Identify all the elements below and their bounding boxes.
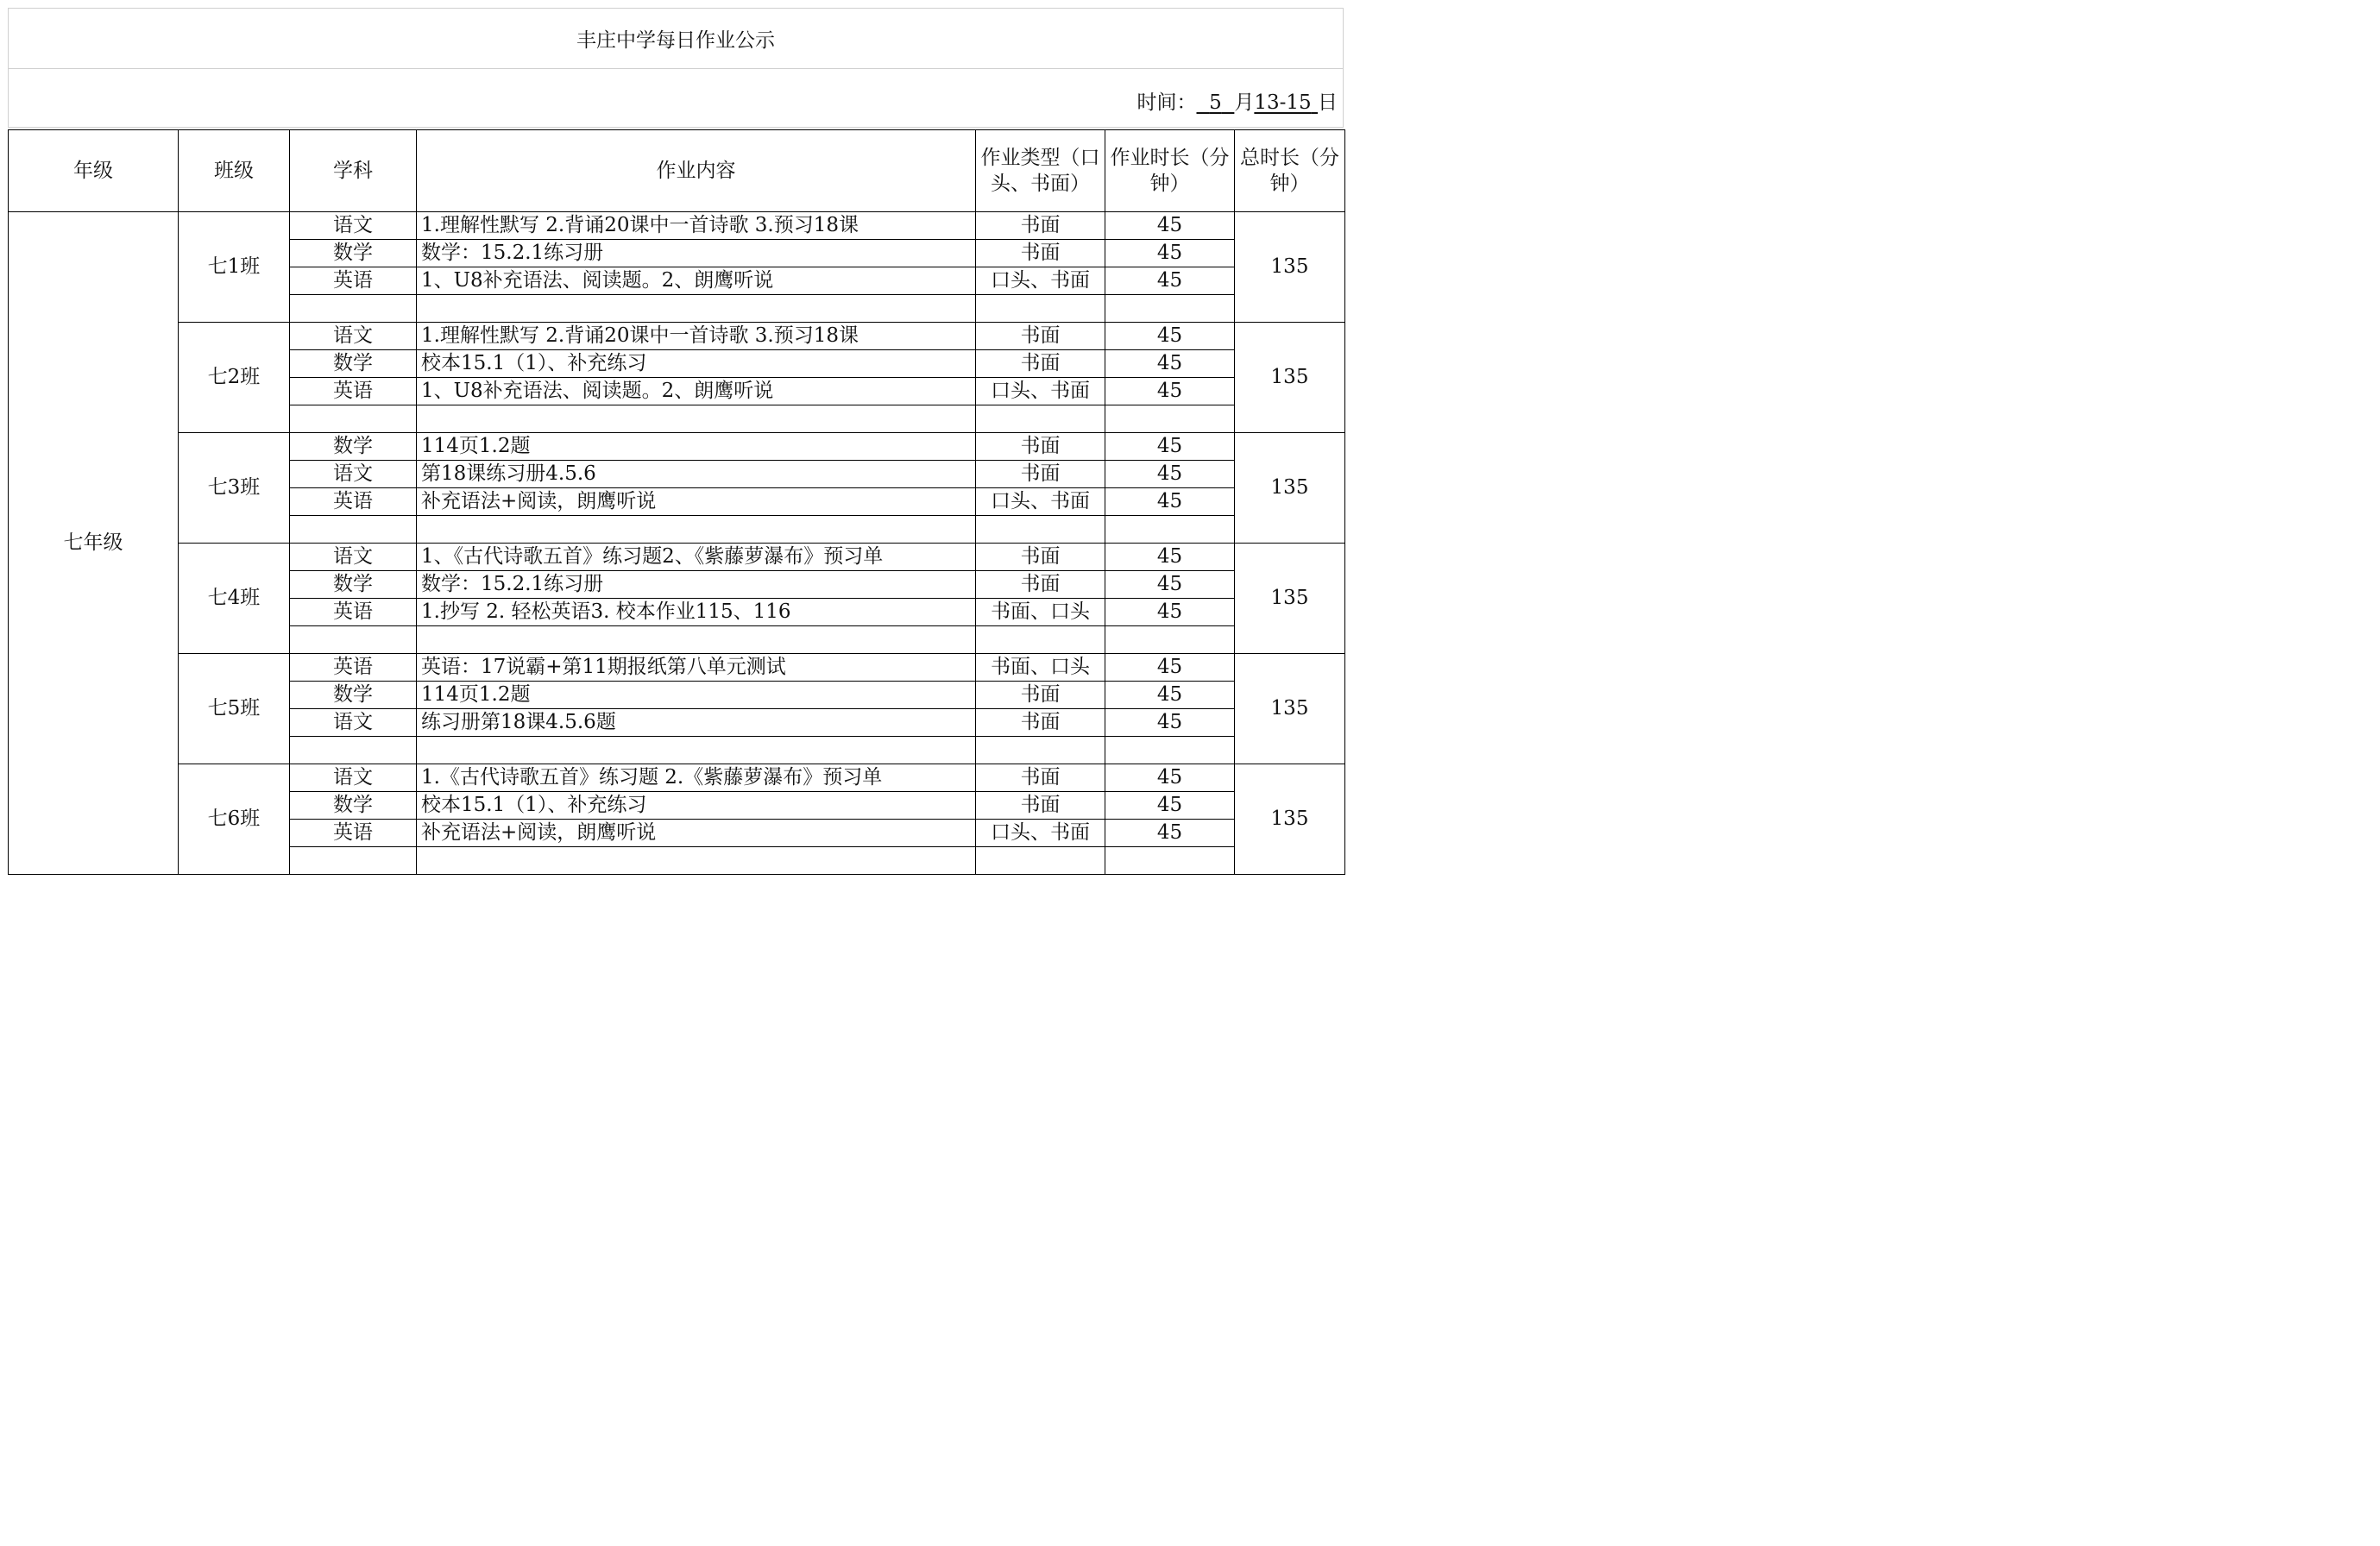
total-cell: 135 xyxy=(1235,654,1345,764)
duration-cell: 45 xyxy=(1105,461,1235,488)
date-day-unit: 日 xyxy=(1318,91,1338,114)
empty-cell xyxy=(290,626,417,654)
type-cell: 书面 xyxy=(976,240,1105,267)
content-cell: 1、U8补充语法、阅读题。2、朗鹰听说 xyxy=(417,378,976,405)
type-cell: 书面 xyxy=(976,792,1105,820)
empty-cell xyxy=(976,295,1105,323)
type-cell: 书面 xyxy=(976,709,1105,737)
type-cell: 书面、口头 xyxy=(976,599,1105,626)
table-row xyxy=(9,764,1345,792)
sheet-header xyxy=(8,8,1344,128)
content-cell: 1.抄写 2. 轻松英语3. 校本作业115、116 xyxy=(417,599,976,626)
subject-cell: 数学 xyxy=(290,433,417,461)
type-cell: 口头、书面 xyxy=(976,820,1105,847)
empty-cell xyxy=(976,737,1105,764)
subject-cell: 语文 xyxy=(290,764,417,792)
subject-cell: 语文 xyxy=(290,212,417,240)
subject-cell: 语文 xyxy=(290,709,417,737)
empty-cell xyxy=(976,626,1105,654)
content-cell: 数学：15.2.1练习册 xyxy=(417,571,976,599)
duration-cell: 45 xyxy=(1105,488,1235,516)
empty-cell xyxy=(417,847,976,875)
empty-cell xyxy=(417,405,976,433)
type-cell: 书面 xyxy=(976,323,1105,350)
content-cell: 补充语法+阅读，朗鹰听说 xyxy=(417,488,976,516)
empty-cell xyxy=(290,516,417,544)
header-total: 总时长（分钟） xyxy=(1235,130,1345,212)
table-row xyxy=(9,323,1345,350)
duration-cell: 45 xyxy=(1105,378,1235,405)
homework-table xyxy=(8,129,1345,875)
duration-cell: 45 xyxy=(1105,709,1235,737)
date-day-value: 13-15 xyxy=(1254,91,1312,114)
empty-cell xyxy=(1105,847,1235,875)
content-cell: 1、《古代诗歌五首》练习题2、《紫藤萝瀑布》预习单 xyxy=(417,544,976,571)
class-cell: 七2班 xyxy=(179,323,290,433)
duration-cell: 45 xyxy=(1105,820,1235,847)
content-cell: 英语：17说霸+第11期报纸第八单元测试 xyxy=(417,654,976,682)
empty-cell xyxy=(417,516,976,544)
header-class: 班级 xyxy=(179,130,290,212)
content-cell: 校本15.1（1）、补充练习 xyxy=(417,350,976,378)
duration-cell: 45 xyxy=(1105,792,1235,820)
total-cell: 135 xyxy=(1235,764,1345,875)
header-duration: 作业时长（分钟） xyxy=(1105,130,1235,212)
content-cell: 校本15.1（1）、补充练习 xyxy=(417,792,976,820)
subject-cell: 语文 xyxy=(290,323,417,350)
subject-cell: 数学 xyxy=(290,240,417,267)
empty-cell xyxy=(417,626,976,654)
page-title: 丰庄中学每日作业公示 xyxy=(9,9,1343,69)
table-row xyxy=(9,544,1345,571)
content-cell: 114页1.2题 xyxy=(417,682,976,709)
duration-cell: 45 xyxy=(1105,599,1235,626)
duration-cell: 45 xyxy=(1105,654,1235,682)
subject-cell: 英语 xyxy=(290,488,417,516)
duration-cell: 45 xyxy=(1105,682,1235,709)
empty-cell xyxy=(290,405,417,433)
content-cell: 1.《古代诗歌五首》练习题 2.《紫藤萝瀑布》预习单 xyxy=(417,764,976,792)
type-cell: 口头、书面 xyxy=(976,488,1105,516)
duration-cell: 45 xyxy=(1105,240,1235,267)
empty-cell xyxy=(290,295,417,323)
class-cell: 七1班 xyxy=(179,212,290,323)
class-cell: 七4班 xyxy=(179,544,290,654)
subject-cell: 英语 xyxy=(290,654,417,682)
type-cell: 书面 xyxy=(976,764,1105,792)
duration-cell: 45 xyxy=(1105,433,1235,461)
subject-cell: 数学 xyxy=(290,792,417,820)
empty-cell xyxy=(290,847,417,875)
type-cell: 书面 xyxy=(976,682,1105,709)
duration-cell: 45 xyxy=(1105,323,1235,350)
content-cell: 练习册第18课4.5.6题 xyxy=(417,709,976,737)
type-cell: 口头、书面 xyxy=(976,378,1105,405)
header-grade: 年级 xyxy=(9,130,179,212)
empty-cell xyxy=(1105,405,1235,433)
type-cell: 书面 xyxy=(976,571,1105,599)
type-cell: 书面 xyxy=(976,544,1105,571)
empty-cell xyxy=(976,405,1105,433)
class-cell: 七3班 xyxy=(179,433,290,544)
date-prefix: 时间： xyxy=(1136,91,1197,114)
empty-cell xyxy=(976,516,1105,544)
duration-cell: 45 xyxy=(1105,571,1235,599)
type-cell: 书面 xyxy=(976,461,1105,488)
table-row xyxy=(9,654,1345,682)
empty-cell xyxy=(1105,295,1235,323)
header-subject: 学科 xyxy=(290,130,417,212)
total-cell: 135 xyxy=(1235,323,1345,433)
table-row xyxy=(9,433,1345,461)
header-row xyxy=(9,130,1345,212)
duration-cell: 45 xyxy=(1105,212,1235,240)
duration-cell: 45 xyxy=(1105,544,1235,571)
duration-cell: 45 xyxy=(1105,764,1235,792)
empty-cell xyxy=(976,847,1105,875)
type-cell: 书面 xyxy=(976,212,1105,240)
empty-cell xyxy=(417,295,976,323)
empty-cell xyxy=(1105,737,1235,764)
subject-cell: 英语 xyxy=(290,378,417,405)
empty-cell xyxy=(1105,516,1235,544)
content-cell: 第18课练习册4.5.6 xyxy=(417,461,976,488)
subject-cell: 数学 xyxy=(290,350,417,378)
content-cell: 1、U8补充语法、阅读题。2、朗鹰听说 xyxy=(417,267,976,295)
content-cell: 1.理解性默写 2.背诵20课中一首诗歌 3.预习18课 xyxy=(417,323,976,350)
subject-cell: 英语 xyxy=(290,599,417,626)
class-cell: 七5班 xyxy=(179,654,290,764)
subject-cell: 语文 xyxy=(290,461,417,488)
date-month-value: 5 xyxy=(1209,91,1222,114)
total-cell: 135 xyxy=(1235,544,1345,654)
grade-cell: 七年级 xyxy=(9,212,179,875)
type-cell: 口头、书面 xyxy=(976,267,1105,295)
empty-cell xyxy=(290,737,417,764)
header-type: 作业类型（口头、书面） xyxy=(976,130,1105,212)
date-line xyxy=(1136,86,1338,115)
empty-cell xyxy=(417,737,976,764)
content-cell: 数学：15.2.1练习册 xyxy=(417,240,976,267)
subject-cell: 语文 xyxy=(290,544,417,571)
subject-cell: 数学 xyxy=(290,571,417,599)
content-cell: 补充语法+阅读，朗鹰听说 xyxy=(417,820,976,847)
table-row xyxy=(9,212,1345,240)
date-month-unit: 月 xyxy=(1234,91,1255,114)
type-cell: 书面 xyxy=(976,350,1105,378)
content-cell: 114页1.2题 xyxy=(417,433,976,461)
header-content: 作业内容 xyxy=(417,130,976,212)
table-body xyxy=(9,212,1345,875)
class-cell: 七6班 xyxy=(179,764,290,875)
content-cell: 1.理解性默写 2.背诵20课中一首诗歌 3.预习18课 xyxy=(417,212,976,240)
subject-cell: 数学 xyxy=(290,682,417,709)
subject-cell: 英语 xyxy=(290,820,417,847)
subject-cell: 英语 xyxy=(290,267,417,295)
duration-cell: 45 xyxy=(1105,267,1235,295)
total-cell: 135 xyxy=(1235,433,1345,544)
duration-cell: 45 xyxy=(1105,350,1235,378)
empty-cell xyxy=(1105,626,1235,654)
type-cell: 书面、口头 xyxy=(976,654,1105,682)
total-cell: 135 xyxy=(1235,212,1345,323)
type-cell: 书面 xyxy=(976,433,1105,461)
